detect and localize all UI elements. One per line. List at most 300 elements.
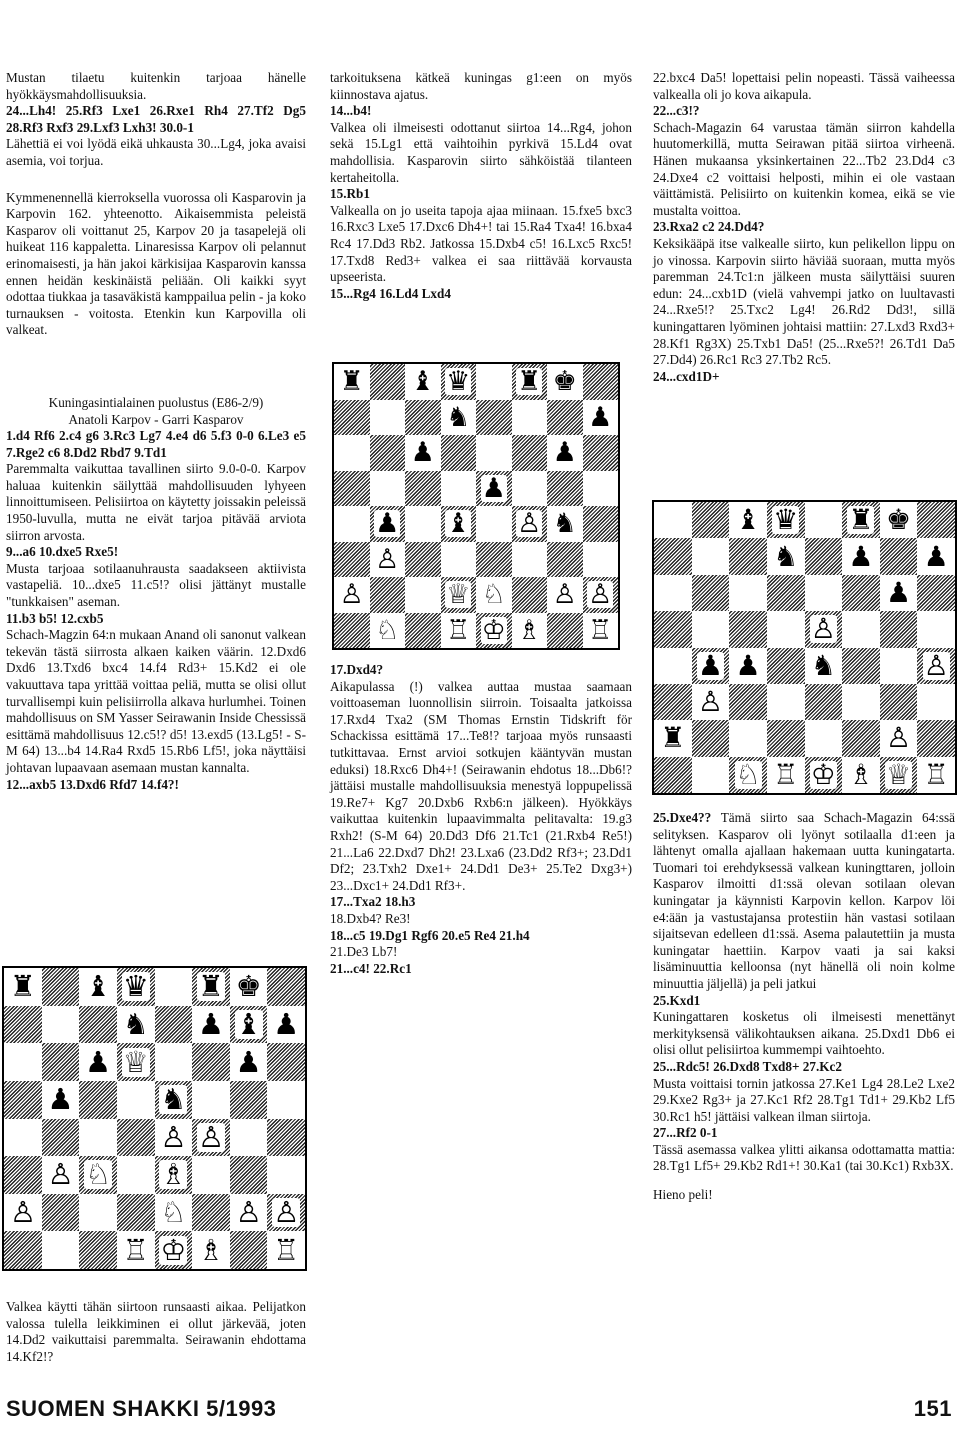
square-a5 [654, 611, 692, 647]
paragraph: Musta voittaisi tornin jatkossa 27.Ke1 Lg4 28.Le2 Lxe2 29.Kxe2 Rg3+ ja 27.Kc1 Rf2 28.Tg1 Td1+ 29.Kb2 Lf5 30.Rc1 h5! jättäisi valkean ilman siirtoja. [653, 1075, 955, 1124]
square-h7 [917, 538, 955, 574]
moves: 15...Rg4 16.Ld4 Lxd4 [330, 285, 451, 301]
square-c1 [79, 1231, 117, 1269]
square-f1 [512, 613, 548, 649]
chess-diagram-2 [2, 966, 307, 1271]
square-c7 [79, 1006, 117, 1044]
square-d7 [767, 538, 805, 574]
chess-piece-icon: ♘ [85, 1157, 112, 1192]
chess-piece-icon: ♙ [235, 1195, 262, 1230]
square-f5 [842, 611, 880, 647]
square-a3 [654, 684, 692, 720]
square-h2 [917, 720, 955, 756]
square-c6 [79, 1043, 117, 1081]
square-h8 [583, 364, 619, 400]
moves: 25...Rdc5! 26.Dxd8 Txd8+ 27.Kc2 [653, 1058, 842, 1074]
square-d6 [117, 1043, 155, 1081]
square-c3 [405, 542, 441, 578]
square-d3 [767, 684, 805, 720]
square-a8 [334, 364, 370, 400]
square-c6 [405, 435, 441, 471]
square-h1 [267, 1231, 305, 1269]
square-h1 [917, 757, 955, 793]
square-c2 [79, 1194, 117, 1232]
moves: 17...Txa2 18.h3 [330, 894, 416, 910]
square-d7 [441, 400, 477, 436]
square-h1 [583, 613, 619, 649]
square-g6 [230, 1043, 268, 1081]
square-a3 [334, 542, 370, 578]
chess-diagram-1 [332, 362, 620, 650]
square-a6 [654, 575, 692, 611]
chess-piece-icon: ♙ [697, 685, 723, 719]
column-2-lower [330, 662, 632, 977]
paragraph: Valkea oli ilmeisesti odottanut siirtoa 14...Rg4, johon sekä 15.Lg1 että vaihtoihin pyrkivä 15.Ld4 ovat mahdollisia. Kasparovin siirto sähköistää tilanteen kertaheitolla. [330, 119, 632, 185]
chess-piece-icon: ♘ [481, 579, 506, 611]
square-b3 [370, 542, 406, 578]
square-c6 [729, 575, 767, 611]
square-b7 [42, 1006, 80, 1044]
chess-piece-icon: ♖ [773, 757, 799, 791]
square-g2 [230, 1194, 268, 1232]
chess-piece-icon: ♜ [339, 366, 364, 398]
moves: 22...c3!? [653, 103, 700, 119]
square-h6 [917, 575, 955, 611]
chess-piece-icon: ♟ [410, 437, 435, 469]
square-c4 [405, 506, 441, 542]
square-d7 [117, 1006, 155, 1044]
square-f1 [842, 757, 880, 793]
chess-piece-icon: ♕ [446, 579, 471, 611]
chess-piece-icon: ♙ [160, 1119, 187, 1154]
square-b5 [370, 471, 406, 507]
square-e7 [805, 538, 843, 574]
square-c7 [729, 538, 767, 574]
square-e2 [476, 577, 512, 613]
players: Anatoli Karpov - Garri Kasparov [68, 411, 244, 427]
chess-piece-icon: ♗ [197, 1232, 224, 1267]
column-3 [653, 70, 955, 385]
chess-piece-icon: ♙ [375, 543, 400, 575]
square-f7 [842, 538, 880, 574]
magazine-footer: SUOMEN SHAKKI 5/1993 [6, 1396, 277, 1421]
square-b8 [370, 364, 406, 400]
moves: 12...axb5 13.Dxd6 Rfd7 14.f4?! [6, 776, 179, 792]
chess-piece-icon: ♝ [446, 508, 471, 540]
square-d5 [767, 611, 805, 647]
square-h5 [267, 1081, 305, 1119]
square-b4 [692, 648, 730, 684]
square-b7 [692, 538, 730, 574]
chess-piece-icon: ♖ [273, 1232, 300, 1267]
square-b1 [370, 613, 406, 649]
square-g3 [230, 1156, 268, 1194]
chess-piece-icon: ♟ [273, 1006, 300, 1041]
square-b1 [42, 1231, 80, 1269]
square-b6 [42, 1043, 80, 1081]
chess-piece-icon: ♗ [848, 757, 874, 791]
chess-piece-icon: ♜ [660, 721, 686, 755]
paragraph: Lähettiä ei voi lyödä eikä uhkausta 30...Lg4, joka avaisi asemia, voi torjua. [6, 136, 306, 168]
square-a8 [654, 502, 692, 538]
square-f4 [192, 1119, 230, 1157]
chess-piece-icon: ♘ [375, 614, 400, 646]
chess-piece-icon: ♖ [588, 614, 613, 646]
square-d6 [767, 575, 805, 611]
square-f5 [192, 1081, 230, 1119]
square-h3 [267, 1156, 305, 1194]
square-f3 [512, 542, 548, 578]
moves: 25.Dxe4?? [653, 810, 712, 825]
square-d2 [441, 577, 477, 613]
square-a3 [4, 1156, 42, 1194]
chess-piece-icon: ♚ [235, 969, 262, 1004]
square-a6 [334, 435, 370, 471]
square-c4 [729, 648, 767, 684]
chess-piece-icon: ♙ [923, 648, 949, 682]
square-e5 [155, 1081, 193, 1119]
square-f2 [192, 1194, 230, 1232]
square-g1 [880, 757, 918, 793]
square-d1 [767, 757, 805, 793]
square-g3 [547, 542, 583, 578]
square-g1 [230, 1231, 268, 1269]
chess-piece-icon: ♘ [735, 757, 761, 791]
chess-piece-icon: ♝ [410, 366, 435, 398]
chess-piece-icon: ♞ [446, 401, 471, 433]
chess-piece-icon: ♞ [552, 508, 577, 540]
square-f2 [842, 720, 880, 756]
chess-piece-icon: ♗ [517, 614, 542, 646]
chess-piece-icon: ♖ [923, 757, 949, 791]
square-a7 [654, 538, 692, 574]
square-f6 [512, 435, 548, 471]
chess-piece-icon: ♙ [886, 721, 912, 755]
chess-piece-icon: ♙ [810, 612, 836, 646]
square-b6 [370, 435, 406, 471]
paragraph: Paremmalta vaikuttaa tavallinen siirto 9.0-0-0. Karpov haluaa kuitenkin säilyttää mahdollisuuden lyhyeen linnoittumiseen. Pelisiirtoa on käytetty joissakin peleissä 1950-luvulla, mutta ne eivät tarjoa pitävää arviota siirron arvosta. [6, 461, 306, 543]
square-g1 [547, 613, 583, 649]
square-g8 [880, 502, 918, 538]
square-d5 [441, 471, 477, 507]
paragraph: Aikapulassa (!) valkea auttaa mustaa saamaan voittoaseman luonnollisin siirroin. Toisaalta jatkoissa 17.Rxd4 Txa2 (SM Thomas Ernstin Tidskrift för Schackissa esittämä 17...Te8!? tarjoaa myös runsaasti tutkittavaa. Ernst arvioi sotkujen kääntyvän mustan eduksi) 18.Rxc6 Dh4+! (Seirawanin ehdotus 18...Db6!? jättäisi mustalle mahdollisuuksia menestyä loppupelissä 19.Re7+ Kg7 20.Dxb6 Rxb6:n jälkeen). Hyökkäys vaikuttaa kuitenkin lupaavimmalta pelitavalta: 19.g3 Rxh2! (S-M 64) 20.Dd3 Df6 21.Tc1 (21.Rxb4 Re5!) 21...La6 22.Dxd7 Dh2! 23.Lxa6 (23.Dd2 Rf3+; 23.Dd1 Df2; 23.Txh2 Dxe1+ 24.Dd1 De3+ 25.Te2 Dxg3+) 23...Dxc1+ 24.Dd1 Rf3+. [330, 678, 632, 893]
moves: 25.Kxd1 [653, 992, 701, 1008]
square-h8 [267, 968, 305, 1006]
square-a4 [654, 648, 692, 684]
paragraph: Kuningattaren kosketus oli ilmeisesti menettänyt merkityksensä välikohtauksen aikana. 25.Dxd1 Db6 ei olisi ollut pelisiirtoa kummempi vaihtoehto. [653, 1009, 955, 1058]
chess-piece-icon: ♞ [773, 539, 799, 573]
chess-piece-icon: ♟ [923, 539, 949, 573]
square-e4 [155, 1119, 193, 1157]
square-h2 [583, 577, 619, 613]
square-c8 [79, 968, 117, 1006]
chess-piece-icon: ♕ [122, 1044, 149, 1079]
square-h4 [917, 648, 955, 684]
moves: 11.b3 b5! 12.cxb5 [6, 610, 104, 626]
square-d6 [441, 435, 477, 471]
square-g3 [880, 684, 918, 720]
square-d5 [117, 1081, 155, 1119]
chess-piece-icon: ♚ [552, 366, 577, 398]
square-b8 [42, 968, 80, 1006]
square-b3 [692, 684, 730, 720]
square-g7 [230, 1006, 268, 1044]
square-f6 [192, 1043, 230, 1081]
chess-piece-icon: ♔ [810, 757, 836, 791]
square-c1 [729, 757, 767, 793]
chess-piece-icon: ♙ [273, 1195, 300, 1230]
square-e2 [155, 1194, 193, 1232]
chess-piece-icon: ♔ [160, 1232, 187, 1267]
square-h5 [583, 471, 619, 507]
square-h6 [267, 1043, 305, 1081]
square-h8 [917, 502, 955, 538]
chess-piece-icon: ♟ [197, 1006, 224, 1041]
square-c5 [729, 611, 767, 647]
square-h7 [583, 400, 619, 436]
square-e1 [155, 1231, 193, 1269]
square-e5 [805, 611, 843, 647]
chess-piece-icon: ♖ [122, 1232, 149, 1267]
square-g4 [880, 648, 918, 684]
paragraph: Tämä siirto saa Schach-Magazin 64:ssä selityksen. Kasparov oli lyönyt sotilaalla d1:een ja lähtenyt omalla ajallaan hakemaan uutta kuningatarta. Tuomari toi erehdyksessä valkean kuningttaren, jolloin Kasparov ilmoitti d1:ssä olevan sotilaan olevan kuningatar ja käynnisti Karpovin kellon. Karpov löi e4:ään ja vastustajansa protestiin hän vastasi sotilaan sijaitsevan edelleen d1:ssä. Asema palautettiin ja musta kuningatar haettiin. Karpov vaati ja sai kaksi lisäminuuttia kelloonsa (nyt hänellä oli noin kolme minuuttia jäljellä) ja peli jatkui [653, 810, 955, 991]
square-f3 [192, 1156, 230, 1194]
chess-piece-icon: ♟ [588, 401, 613, 433]
square-f4 [842, 648, 880, 684]
square-h3 [583, 542, 619, 578]
paragraph: Hieno peli! [653, 1187, 713, 1203]
square-h6 [583, 435, 619, 471]
moves: 21...c4! 22.Rc1 [330, 960, 412, 976]
square-d8 [117, 968, 155, 1006]
chess-piece-icon: ♛ [122, 969, 149, 1004]
square-f8 [512, 364, 548, 400]
chess-piece-icon: ♔ [481, 614, 506, 646]
square-b1 [692, 757, 730, 793]
square-d4 [767, 648, 805, 684]
square-e3 [805, 684, 843, 720]
square-e4 [805, 648, 843, 684]
chess-piece-icon: ♙ [197, 1119, 224, 1154]
chess-piece-icon: ♟ [481, 472, 506, 504]
square-a1 [334, 613, 370, 649]
square-g6 [880, 575, 918, 611]
square-g5 [880, 611, 918, 647]
paragraph: Musta tarjoaa sotilaanuhrausta saadakseen aktiivista vastapeliä. 10...dxe5 11.c5!? olisi jättänyt mustalle "tunkkaisen" aseman. [6, 560, 306, 610]
square-a2 [654, 720, 692, 756]
square-g8 [230, 968, 268, 1006]
square-b2 [692, 720, 730, 756]
chess-piece-icon: ♛ [446, 366, 471, 398]
square-e6 [155, 1043, 193, 1081]
moves: 23.Rxa2 c2 24.Dd4? [653, 219, 765, 235]
column-3-lower [653, 810, 955, 1204]
square-b7 [370, 400, 406, 436]
moves: 1.d4 Rf6 2.c4 g6 3.Rc3 Lg7 4.e4 d6 5.f3 0-0 6.Le3 e5 7.Rge2 c6 8.Dd2 Rbd7 9.Td1 [6, 428, 306, 460]
moves: 17.Dxd4? [330, 662, 384, 677]
moves: 24...cxd1D+ [653, 368, 720, 384]
square-b3 [42, 1156, 80, 1194]
square-h7 [267, 1006, 305, 1044]
chess-piece-icon: ♙ [47, 1157, 74, 1192]
moves: 27...Rf2 0-1 [653, 1125, 718, 1141]
paragraph: Keksikääpä itse valkealle siirto, kun pelikellon lippu on jo vinossa. Karpovin siirto häviää suoraan, mutta myös paremman 24.Tc1:n jälkeen musta säilyttäisi suuren edun: 24...cxb1D (vielä vahvempi jatko on luultavasti 24...Rxe5!? 25.Txc2 Lg4! 26.Rd2 Dd3!, sillä kuningattaren lyöminen johtaisi mattiin: 27.Lxd3 Rxd3+ 28.Kf1 Rg3X) 25.Txb1 Da5! (25...Rxe5?! 26.Td1 Da5 27.Dd4) 26.Rc1 Rc3 27.Tb2 Rc5. [653, 235, 955, 368]
square-d2 [767, 720, 805, 756]
square-d4 [117, 1119, 155, 1157]
chess-piece-icon: ♜ [848, 503, 874, 537]
column-2 [330, 70, 632, 302]
square-a4 [4, 1119, 42, 1157]
chess-piece-icon: ♝ [85, 969, 112, 1004]
square-a4 [334, 506, 370, 542]
square-f6 [842, 575, 880, 611]
chess-piece-icon: ♟ [735, 648, 761, 682]
square-h2 [267, 1194, 305, 1232]
square-g8 [547, 364, 583, 400]
chess-piece-icon: ♙ [552, 579, 577, 611]
square-g6 [547, 435, 583, 471]
chess-piece-icon: ♕ [886, 757, 912, 791]
chess-piece-icon: ♜ [9, 969, 36, 1004]
paragraph: Kymmenennellä kierroksella vuorossa oli Kasparovin ja Karpovin 162. yhteenotto. Aikaisemmista peleistä Kasparov oli voittanut 25, Karpov 20 ja tasapelejä oli huikeat 116 kappaletta. Linaresissa Karpov oli pelannut erinomaisesti, ja hän jakoi kärkisijaa Kasparovin kanssa ennen heidän keskinäistä peliään. Oli kaikki syyt odottaa tiukkaa ja tasaväkistä kamppailua pelin - ja koko turnauksen - voitosta. Etenkin kun Karpovilla oli valkeat. [6, 189, 306, 338]
chess-piece-icon: ♜ [197, 969, 224, 1004]
paragraph: 22.bxc4 Da5! lopettaisi pelin nopeasti. Tässä vaiheessa valkealla oli jo kova aikapula. [653, 70, 955, 102]
square-a5 [4, 1081, 42, 1119]
chess-piece-icon: ♖ [446, 614, 471, 646]
chess-piece-icon: ♜ [517, 366, 542, 398]
moves: 24...Lh4! 25.Rf3 Lxe1 26.Rxe1 Rh4 27.Tf2 Dg5 28.Rf3 Rxf3 29.Lxf3 Lxh3! 30.0-1 [6, 103, 306, 135]
square-g4 [230, 1119, 268, 1157]
square-a7 [4, 1006, 42, 1044]
square-e3 [476, 542, 512, 578]
chess-piece-icon: ♙ [9, 1195, 36, 1230]
square-e8 [155, 968, 193, 1006]
square-e8 [805, 502, 843, 538]
chess-piece-icon: ♟ [848, 539, 874, 573]
square-f5 [512, 471, 548, 507]
square-b4 [42, 1119, 80, 1157]
square-e6 [805, 575, 843, 611]
chess-piece-icon: ♛ [773, 503, 799, 537]
square-f2 [512, 577, 548, 613]
square-f4 [512, 506, 548, 542]
square-b8 [692, 502, 730, 538]
moves: 15.Rb1 [330, 186, 370, 202]
chess-piece-icon: ♟ [47, 1082, 74, 1117]
chess-piece-icon: ♝ [235, 1006, 262, 1041]
column-1-bottom [6, 1299, 306, 1365]
square-e1 [805, 757, 843, 793]
square-e1 [476, 613, 512, 649]
square-a6 [4, 1043, 42, 1081]
square-a8 [4, 968, 42, 1006]
paragraph: 21.De3 Lb7! [330, 944, 398, 960]
square-c8 [729, 502, 767, 538]
square-a5 [334, 471, 370, 507]
chess-piece-icon: ♙ [339, 579, 364, 611]
page-number: 151 [913, 1396, 952, 1421]
square-f8 [192, 968, 230, 1006]
square-h3 [917, 684, 955, 720]
chess-piece-icon: ♙ [588, 579, 613, 611]
square-b2 [42, 1194, 80, 1232]
square-d3 [441, 542, 477, 578]
paragraph: Tässä asemassa valkea ylitti aikansa odottamatta mattia: 28.Tg1 Lf5+ 29.Kb2 Rd1+! 30.Ka1 (tai 30.Kc1) Rxb3X. [653, 1141, 955, 1174]
square-d2 [117, 1194, 155, 1232]
square-c7 [405, 400, 441, 436]
square-d3 [117, 1156, 155, 1194]
chess-piece-icon: ♟ [85, 1044, 112, 1079]
square-e5 [476, 471, 512, 507]
square-d4 [441, 506, 477, 542]
chess-diagram-3 [652, 500, 957, 795]
chess-piece-icon: ♟ [552, 437, 577, 469]
square-e2 [805, 720, 843, 756]
paragraph: Schach-Magazin 64 varustaa tämän siirron kahdella huutomerkillä, mutta Seirawan pitää siirtoa virheenä. Hänen mukaansa yksinkertainen 22...Tb2 23.Dd4 c3 24.Dxe4 c2 voittaisi helposti, mihin ei ole vastaan väittämistä. Pelisiirto on kuitenkin komea, eikä se vie mustalta voittoa. [653, 119, 955, 218]
paragraph: tarkoituksena kätkeä kuningas g1:een on myös kiinnostava ajatus. [330, 70, 632, 102]
column-1 [6, 70, 306, 793]
opening-title: Kuningasintialainen puolustus (E86-2/9) [48, 394, 264, 410]
square-g5 [547, 471, 583, 507]
chess-piece-icon: ♟ [235, 1044, 262, 1079]
square-c5 [405, 471, 441, 507]
chess-piece-icon: ♟ [886, 575, 912, 609]
square-g7 [880, 538, 918, 574]
paragraph: Valkealla on jo useita tapoja ajaa miinaan. 15.fxe5 bxc3 16.Rxc3 Lxe5 17.Dxc6 Dh4+! tai 15.Ra4 Txa4! 16.bxa4 Rc4 17.Dd3 Rb2. Jatkossa 15.Dxb4 c5! 16.Lxc5 Rxc5! 17.Txd8 Red3+ valkea ei saa riittävää korvausta upseerista. [330, 202, 632, 285]
paragraph: Mustan tilaetu kuitenkin tarjoaa hänelle hyökkäysmahdollisuuksia. [6, 70, 306, 102]
square-a2 [4, 1194, 42, 1232]
square-b2 [370, 577, 406, 613]
square-g2 [880, 720, 918, 756]
square-b6 [692, 575, 730, 611]
chess-piece-icon: ♟ [697, 648, 723, 682]
square-f7 [512, 400, 548, 436]
paragraph: 18.Dxb4? Re3! [330, 910, 411, 926]
chess-piece-icon: ♞ [122, 1006, 149, 1041]
moves: 9...a6 10.dxe5 Rxe5! [6, 544, 119, 560]
square-f8 [842, 502, 880, 538]
square-g5 [230, 1081, 268, 1119]
square-c2 [729, 720, 767, 756]
square-d1 [441, 613, 477, 649]
chess-piece-icon: ♚ [886, 503, 912, 537]
square-c1 [405, 613, 441, 649]
square-e7 [155, 1006, 193, 1044]
chess-piece-icon: ♝ [735, 503, 761, 537]
chess-piece-icon: ♙ [517, 508, 542, 540]
chess-piece-icon: ♟ [375, 508, 400, 540]
square-e7 [476, 400, 512, 436]
paragraph: Schach-Magzin 64:n mukaan Anand oli sanonut valkean tekevän tästä siirrosta alkaen kaiken väärin. 12.Dxd6 Dxd6 13.Txd6 bxc4 14.f4 Rd3+ 15.Kd2 ei ole vakuuttava tapa yrittää voittaa peliä, mutta se olisi ollut turvallisempi kuin pelisiirrolla alkava hurlumhei. Toinen mahdollisuus on SM Yasser Seirawanin Inside Chessissä esittämä mahdollisuus 12.c5!? d5! 13.exd5 (13.Lg5! - S-M 64) 13...b4 14.Ra4 Rxd5 15.Rb6 Lf5!, joka näyttäisi johtavan lupaavaan asemaan mustan kannalta. [6, 627, 306, 775]
square-a7 [334, 400, 370, 436]
moves: 18...c5 19.Dg1 Rgf6 20.e5 Re4 21.h4 [330, 927, 530, 943]
square-f7 [192, 1006, 230, 1044]
chess-piece-icon: ♗ [160, 1157, 187, 1192]
paragraph: Valkea käytti tähän siirtoon runsaasti aikaa. Pelijatkon valossa tulella leikkiminen ei ollut järkevää, joten 14.Dd2 vaikuttaisi paremmalta. Seirawanin ehdottama 14.Kf2!? [6, 1299, 306, 1364]
chess-piece-icon: ♘ [160, 1195, 187, 1230]
square-e8 [476, 364, 512, 400]
square-d8 [441, 364, 477, 400]
square-e6 [476, 435, 512, 471]
square-d8 [767, 502, 805, 538]
moves: 14...b4! [330, 103, 372, 119]
square-a2 [334, 577, 370, 613]
square-h5 [917, 611, 955, 647]
square-b4 [370, 506, 406, 542]
square-g2 [547, 577, 583, 613]
square-c5 [79, 1081, 117, 1119]
chess-piece-icon: ♞ [810, 648, 836, 682]
